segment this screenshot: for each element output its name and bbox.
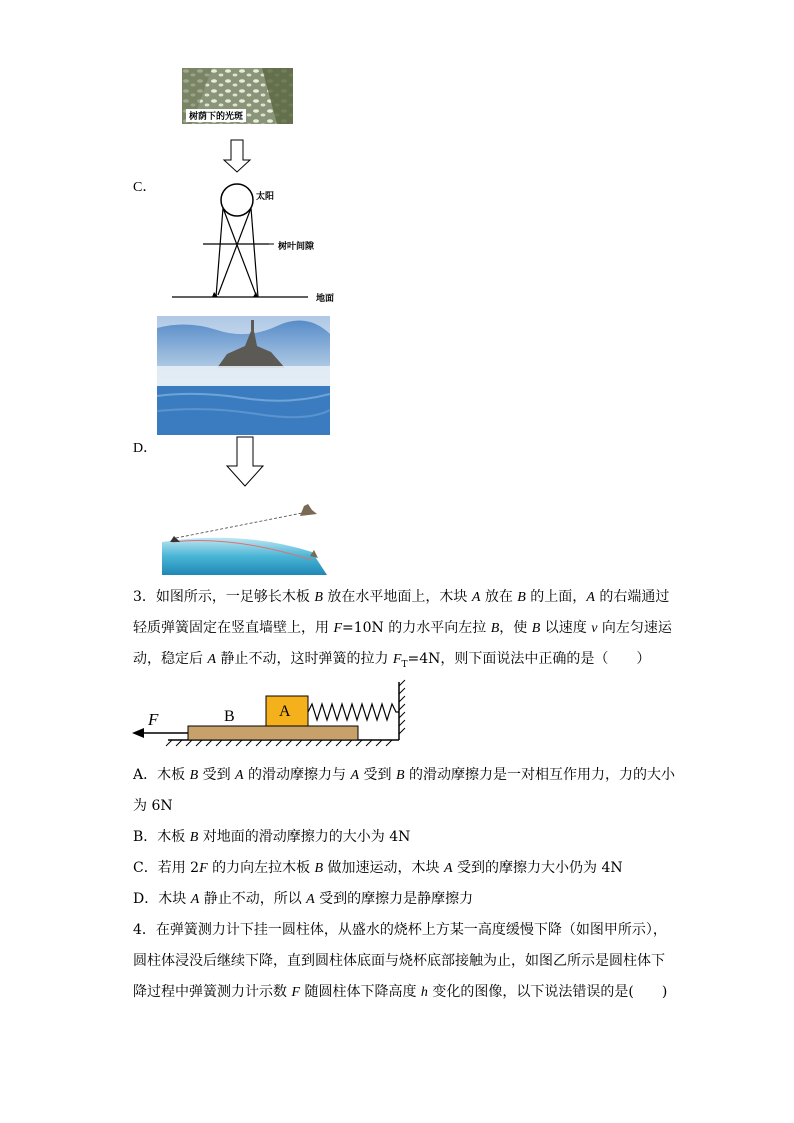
text: 轻质弹簧固定在竖直墙壁上，用 <box>133 620 334 636</box>
option-d <box>133 884 673 915</box>
text: B <box>314 590 323 605</box>
text: A <box>235 768 244 783</box>
q3-stem-line-2 <box>133 613 673 644</box>
text: A <box>190 892 200 907</box>
board-block-spring-diagram <box>128 678 418 750</box>
text: 放在水平地面上，木块 <box>322 589 472 605</box>
down-arrow-icon <box>225 436 265 488</box>
text: 3．如图所示，一足够长木板 <box>133 589 315 605</box>
down-arrow-icon <box>224 140 250 172</box>
text: v <box>591 621 598 636</box>
option-a-line-1 <box>133 760 673 791</box>
text: D．木块 <box>133 891 191 907</box>
q3-stem-line-3 <box>133 644 673 681</box>
text: B <box>490 621 500 636</box>
leaf-gap-label: 树叶间隙 <box>278 242 315 252</box>
text: 受到 <box>359 767 396 783</box>
text: 降过程中弹簧测力计示数 <box>133 984 292 1000</box>
text: 的滑动摩擦力是一对相互作用力，力的大小 <box>404 767 675 783</box>
text: 受到的摩擦力是静摩擦力 <box>314 891 474 907</box>
text: 以速度 <box>540 620 592 636</box>
text: A <box>444 861 453 876</box>
text: 的右端通过 <box>594 589 670 605</box>
text: A <box>207 652 217 667</box>
board-b <box>188 726 358 740</box>
text: 的上面， <box>525 589 587 605</box>
text: C．若用 2 <box>133 860 200 876</box>
text: h <box>420 985 428 1000</box>
spring <box>308 704 399 720</box>
force-label: F <box>148 710 159 729</box>
text: 受到的摩擦力大小仍为 4N <box>452 860 623 876</box>
ground-label: 地面 <box>316 294 335 304</box>
q3-options <box>133 760 673 915</box>
mirage-refraction-diagram <box>162 500 327 575</box>
shade-photo <box>182 68 293 124</box>
text: B <box>189 830 199 845</box>
option-b <box>133 822 673 853</box>
board-label: B <box>224 708 235 725</box>
q4-line-3 <box>133 977 693 1008</box>
option-c <box>133 853 673 884</box>
text: 随圆柱体下降高度 <box>300 984 421 1000</box>
text: 变化的图像，以下说法错误的是( ) <box>427 984 668 1000</box>
block-label: A <box>279 703 291 720</box>
text: 对地面的滑动摩擦力的大小为 4N <box>198 829 411 845</box>
text: ，使 <box>499 620 532 636</box>
text: T <box>401 659 408 670</box>
text: A <box>586 590 595 605</box>
photo-caption: 树荫下的光斑 <box>186 109 246 122</box>
text: 的力向左拉木板 <box>207 860 315 876</box>
sun-pinhole-diagram <box>160 135 360 315</box>
mirage-photo <box>157 316 330 435</box>
text: F <box>291 985 301 1000</box>
text: A <box>471 590 481 605</box>
island-castle-mirage-image <box>157 316 330 435</box>
text: B <box>314 861 324 876</box>
text: F <box>392 652 402 667</box>
question-4-stem <box>133 915 693 1008</box>
text: B <box>189 768 199 783</box>
text: A．木板 <box>133 767 190 783</box>
question-3-stem <box>133 582 673 681</box>
text: 静止不动，所以 <box>199 891 307 907</box>
text: A <box>350 768 360 783</box>
text: 受到 <box>198 767 236 783</box>
option-a-line-2: 为 6N <box>133 798 173 814</box>
text: 动，稳定后 <box>133 651 208 667</box>
q4-line-2: 圆柱体浸没后继续下降，直到圆柱体底面与烧杯底部接触为止，如图乙所示是圆柱体下 <box>133 953 665 969</box>
text: B <box>531 621 541 636</box>
text: B <box>517 590 526 605</box>
q3-stem-line-1 <box>133 582 673 613</box>
text: 静止不动，这时弹簧的拉力 <box>216 651 393 667</box>
text: A <box>306 892 315 907</box>
sun-circle <box>221 184 253 216</box>
text: 放在 <box>480 589 518 605</box>
sun-label: 太阳 <box>256 192 275 202</box>
q4-line-1: 4．在弹簧测力计下挂一圆柱体，从盛水的烧杯上方某一高度缓慢下降（如图甲所示）， <box>133 922 667 938</box>
text: 做加速运动，木块 <box>323 860 445 876</box>
text: 向左匀速运 <box>597 620 672 636</box>
text: =10N 的力水平向左拉 <box>342 620 491 636</box>
option-c-letter: C． <box>133 180 157 195</box>
text: F <box>199 861 208 876</box>
text: B．木板 <box>133 829 190 845</box>
arrow-left-icon <box>132 728 144 738</box>
text: B <box>395 768 405 783</box>
text: 的滑动摩擦力与 <box>243 767 351 783</box>
option-d-letter: D． <box>133 441 158 456</box>
text: F <box>333 621 343 636</box>
text: =4N，则下面说法中正确的是（ ） <box>407 651 651 667</box>
